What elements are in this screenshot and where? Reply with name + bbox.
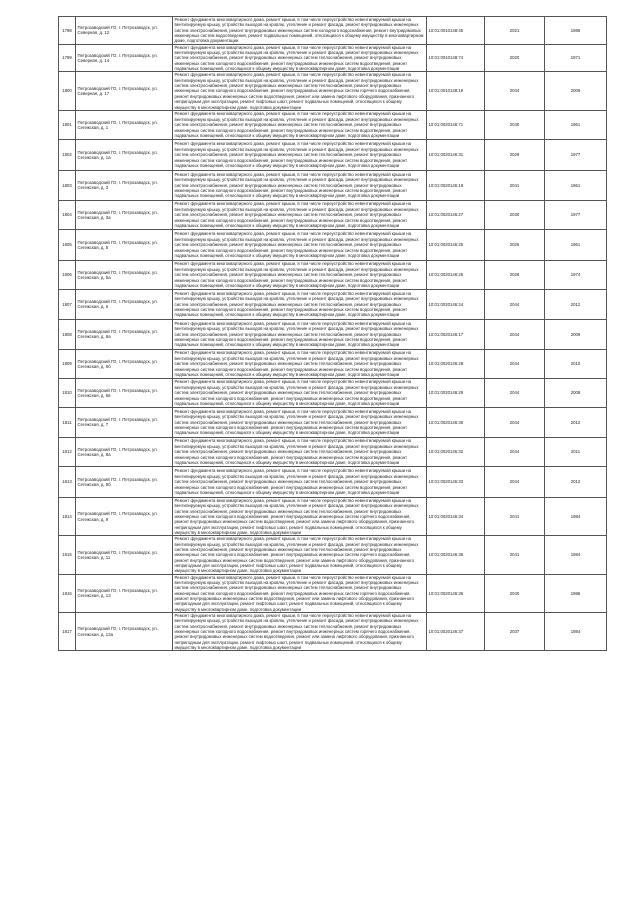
address-cell: Петрозаводский ГО, г. Петрозаводск, ул. Сегежская, д. 9 (76, 497, 173, 535)
row-number: 1808 (59, 319, 76, 349)
address-cell: Петрозаводский ГО, г. Петрозаводск, ул. Северная, д. 14 (76, 44, 173, 72)
works-list-cell: Ремонт фундамента многоквартирного дома, ремонт крыши, в том числе переустройство невентилируемой крыши на вентилируемую крышу, устройство выходов на кровлю, утепление и ремонт фасада, ремонт внутридомовых инженерных систем электроснабжения, ремонт внутридомовых инженерных систем теплоснабжения, ремонт внутридомовых инженерных систем холодного водоснабжения, ремонт внутридомовых инженерных систем водоотведения, ремонт подвальных помещений, относящихся к общему имуществу в многоквартирном доме, подготовка документации (173, 200, 427, 229)
cadastral-number-cell: 10:01:0010148:19 (427, 72, 485, 110)
row-number: 1809 (59, 349, 76, 378)
planned-year-cell: 2044 (485, 437, 545, 466)
address-cell: Петрозаводский ГО, г. Петрозаводск, ул. Сегежская, д. 3а (76, 200, 173, 229)
table-row (59, 260, 607, 289)
address-cell: Петрозаводский ГО, г. Петрозаводск, ул. Северная, д. 17 (76, 72, 173, 110)
address-cell: Петрозаводский ГО, г. Петрозаводск, ул. Сегежская, д. 3 (76, 170, 173, 200)
cadastral-number-cell: 10:01:0020146:36 (427, 574, 485, 612)
build-year-cell: 2006 (545, 72, 607, 110)
build-year-cell: 1961 (545, 110, 607, 139)
build-year-cell: 1961 (545, 170, 607, 200)
table-row (59, 319, 607, 349)
address-cell: Петрозаводский ГО, г. Петрозаводск, ул. Сегежская, д. 13а (76, 613, 173, 651)
cadastral-number-cell: 10:01:0020146:32 (427, 437, 485, 466)
planned-year-cell: 2021 (485, 17, 545, 45)
row-number: 1803 (59, 170, 76, 200)
build-year-cell: 2008 (545, 378, 607, 407)
planned-year-cell: 2041 (485, 170, 545, 200)
repair-program-table (58, 16, 607, 651)
table-row (59, 72, 607, 110)
cadastral-number-cell: 10:01:0020146:26 (427, 260, 485, 289)
row-number: 1798 (59, 17, 76, 45)
cadastral-number-cell: 10:01:0020146:28 (427, 349, 485, 378)
row-number: 1816 (59, 574, 76, 612)
planned-year-cell: 2044 (485, 349, 545, 378)
row-number: 1801 (59, 110, 76, 139)
cadastral-number-cell: 10:01:0020146:17 (427, 319, 485, 349)
works-list-cell: Ремонт фундамента многоквартирного дома, ремонт крыши, в том числе переустройство невентилируемой крыши на вентилируемую крышу, устройство выходов на кровлю, утепление и ремонт фасада, ремонт внутридомовых инженерных систем электроснабжения, ремонт внутридомовых инженерных систем теплоснабжения, ремонт внутридомовых инженерных систем холодного водоснабжения, ремонт внутридомовых инженерных систем горячего водоснабжения, ремонт внутридомовых инженерных систем водоотведения, ремонт или замена лифтового оборудования, признанного непригодным для эксплуатации, ремонт лифтовых шахт, ремонт подвальных помещений, относящихся к общему имуществу в многоквартирном доме, подготовка документации (173, 497, 427, 535)
works-list-cell: Ремонт фундамента многоквартирного дома, ремонт крыши, в том числе переустройство невентилируемой крыши на вентилируемую крышу, устройство выходов на кровлю, утепление и ремонт фасада, ремонт внутридомовых инженерных систем электроснабжения, ремонт внутридомовых инженерных систем теплоснабжения, ремонт внутридомовых инженерных систем холодного водоснабжения, ремонт внутридомовых инженерных систем водоотведения, ремонт подвальных помещений, относящихся к общему имуществу в многоквартирном доме, подготовка документации (173, 319, 427, 349)
row-number: 1807 (59, 289, 76, 319)
works-list-cell: Ремонт фундамента многоквартирного дома, ремонт крыши, в том числе переустройство невентилируемой крыши на вентилируемую крышу, устройство выходов на кровлю, утепление и ремонт фасада, ремонт внутридомовых инженерных систем электроснабжения, ремонт внутридомовых инженерных систем теплоснабжения, ремонт внутридомовых инженерных систем холодного водоснабжения, ремонт внутридомовых инженерных систем водоотведения, ремонт подвальных помещений, относящихся к общему имуществу в многоквартирном доме, подготовка документации (173, 466, 427, 497)
address-cell: Петрозаводский ГО, г. Петрозаводск, ул. Сегежская, д. 6в (76, 378, 173, 407)
table-row (59, 613, 607, 651)
address-cell: Петрозаводский ГО, г. Петрозаводск, ул. Сегежская, д. 6б (76, 349, 173, 378)
address-cell: Петрозаводский ГО, г. Петрозаводск, ул. Сегежская, д. 5а (76, 260, 173, 289)
table-body (59, 17, 607, 651)
works-list-cell: Ремонт фундамента многоквартирного дома, ремонт крыши, в том числе переустройство невентилируемой крыши на вентилируемую крышу, устройство выходов на кровлю, утепление и ремонт фасада, ремонт внутридомовых инженерных систем электроснабжения, ремонт внутридомовых инженерных систем теплоснабжения, ремонт внутридомовых инженерных систем холодного водоснабжения, ремонт внутридомовых инженерных систем горячего водоснабжения, ремонт внутридомовых инженерных систем водоотведения, ремонт или замена лифтового оборудования, признанного непригодным для эксплуатации, ремонт лифтовых шахт, ремонт подвальных помещений, относящихся к общему имуществу в многоквартирном доме, подготовка документации (173, 72, 427, 110)
row-number: 1804 (59, 200, 76, 229)
cadastral-number-cell: 10:01:0020146:33 (427, 466, 485, 497)
cadastral-number-cell: 10:01:0020146:30 (427, 407, 485, 437)
works-list-cell: Ремонт фундамента многоквартирного дома, ремонт крыши, в том числе переустройство невентилируемой крыши на вентилируемую крышу, устройство выходов на кровлю, утепление и ремонт фасада, ремонт внутридомовых инженерных систем электроснабжения, ремонт внутридомовых инженерных систем теплоснабжения, ремонт внутридомовых инженерных систем холодного водоснабжения, ремонт внутридомовых инженерных систем водоотведения, ремонт подвальных помещений, относящихся к общему имуществу в многоквартирном доме, подготовка документации (173, 110, 427, 139)
table-row (59, 497, 607, 535)
planned-year-cell: 2028 (485, 260, 545, 289)
address-cell: Петрозаводский ГО, г. Петрозаводск, ул. Северная, д. 12 (76, 17, 173, 45)
planned-year-cell: 2044 (485, 378, 545, 407)
table-row (59, 574, 607, 612)
works-list-cell: Ремонт фундамента многоквартирного дома, ремонт крыши, в том числе переустройство невентилируемой крыши на вентилируемую крышу, устройство выходов на кровлю, утепление и ремонт фасада, ремонт внутридомовых инженерных систем электроснабжения, ремонт внутридомовых инженерных систем теплоснабжения, ремонт внутридомовых инженерных систем холодного водоснабжения, ремонт внутридомовых инженерных систем водоотведения, ремонт подвальных помещений, относящихся к общему имуществу в многоквартирном доме, подготовка документации (173, 139, 427, 170)
address-cell: Петрозаводский ГО, г. Петрозаводск, ул. Сегежская, д. 5 (76, 229, 173, 260)
planned-year-cell: 2044 (485, 72, 545, 110)
build-year-cell: 2010 (545, 349, 607, 378)
planned-year-cell: 2037 (485, 613, 545, 651)
cadastral-number-cell: 10:01:0010148:45 (427, 17, 485, 45)
row-number: 1817 (59, 613, 76, 651)
row-number: 1810 (59, 378, 76, 407)
build-year-cell: 1971 (545, 44, 607, 72)
build-year-cell: 1961 (545, 229, 607, 260)
planned-year-cell: 2026 (485, 229, 545, 260)
table-row (59, 229, 607, 260)
build-year-cell: 1977 (545, 200, 607, 229)
row-number: 1811 (59, 407, 76, 437)
cadastral-number-cell: 10:01:0020146:31 (427, 139, 485, 170)
table-row (59, 289, 607, 319)
build-year-cell: 1986 (545, 17, 607, 45)
planned-year-cell: 2044 (485, 289, 545, 319)
planned-year-cell: 2040 (485, 574, 545, 612)
cadastral-number-cell: 10:01:0020146:29 (427, 378, 485, 407)
row-number: 1800 (59, 72, 76, 110)
works-list-cell: Ремонт фундамента многоквартирного дома, ремонт крыши, в том числе переустройство невентилируемой крыши на вентилируемую крышу, устройство выходов на кровлю, утепление и ремонт фасада, ремонт внутридомовых инженерных систем электроснабжения, ремонт внутридомовых инженерных систем теплоснабжения, ремонт внутридомовых инженерных систем холодного водоснабжения, ремонт внутридомовых инженерных систем водоотведения, ремонт подвальных помещений, относящихся к общему имуществу в многоквартирном доме, подготовка документации (173, 229, 427, 260)
cadastral-number-cell: 10:01:0020146:71 (427, 110, 485, 139)
cadastral-number-cell: 10:01:0020146:37 (427, 613, 485, 651)
works-list-cell: Ремонт фундамента многоквартирного дома, ремонт крыши, в том числе переустройство невентилируемой крыши на вентилируемую крышу, устройство выходов на кровлю, утепление и ремонт фасада, ремонт внутридомовых инженерных систем электроснабжения, ремонт внутридомовых инженерных систем теплоснабжения, ремонт внутридомовых инженерных систем холодного водоснабжения, ремонт внутридомовых инженерных систем водоотведения, ремонт подвальных помещений, относящихся к общему имуществу в многоквартирном доме, подготовка документации (173, 407, 427, 437)
planned-year-cell: 2020 (485, 44, 545, 72)
build-year-cell: 2011 (545, 437, 607, 466)
build-year-cell: 1984 (545, 536, 607, 574)
works-list-cell: Ремонт фундамента многоквартирного дома, ремонт крыши, в том числе переустройство невентилируемой крыши на вентилируемую крышу, устройство выходов на кровлю, утепление и ремонт фасада, ремонт внутридомовых инженерных систем электроснабжения, ремонт внутридомовых инженерных систем теплоснабжения, ремонт внутридомовых инженерных систем холодного водоснабжения, ремонт внутридомовых инженерных систем водоотведения, ремонт подвальных помещений, относящихся к общему имуществу в многоквартирном доме, подготовка документации (173, 170, 427, 200)
table-row (59, 139, 607, 170)
build-year-cell: 1984 (545, 613, 607, 651)
build-year-cell: 1984 (545, 497, 607, 535)
table-row (59, 378, 607, 407)
cadastral-number-cell: 10:01:0020146:35 (427, 536, 485, 574)
row-number: 1814 (59, 497, 76, 535)
works-list-cell: Ремонт фундамента многоквартирного дома, ремонт крыши, в том числе переустройство невентилируемой крыши на вентилируемую крышу, устройство выходов на кровлю, утепление и ремонт фасада, ремонт внутридомовых инженерных систем электроснабжения, ремонт внутридомовых инженерных систем теплоснабжения, ремонт внутридомовых инженерных систем холодного водоснабжения, ремонт внутридомовых инженерных систем горячего водоснабжения, ремонт внутридомовых инженерных систем водоотведения, ремонт или замена лифтового оборудования, признанного непригодным для эксплуатации, ремонт лифтовых шахт, ремонт подвальных помещений, относящихся к общему имуществу в многоквартирном доме, подготовка документации (173, 574, 427, 612)
table-row (59, 44, 607, 72)
address-cell: Петрозаводский ГО, г. Петрозаводск, ул. Сегежская, д. 7 (76, 407, 173, 437)
cadastral-number-cell: 10:01:0010148:74 (427, 44, 485, 72)
row-number: 1812 (59, 437, 76, 466)
address-cell: Петрозаводский ГО, г. Петрозаводск, ул. Сегежская, д. 1а (76, 139, 173, 170)
cadastral-number-cell: 10:01:0020146:34 (427, 497, 485, 535)
table-row (59, 349, 607, 378)
table-row (59, 17, 607, 45)
works-list-cell: Ремонт фундамента многоквартирного дома, ремонт крыши, в том числе переустройство невентилируемой крыши на вентилируемую крышу, устройство выходов на кровлю, утепление и ремонт фасада, ремонт внутридомовых инженерных систем электроснабжения, ремонт внутридомовых инженерных систем холодного водоснабжения, ремонт внутридомовых инженерных систем водоотведения, ремонт подвальных помещений, относящихся к общему имуществу в многоквартирном доме, подготовка документации (173, 17, 427, 45)
build-year-cell: 2012 (545, 407, 607, 437)
address-cell: Петрозаводский ГО, г. Петрозаводск, ул. Сегежская, д. 6 (76, 289, 173, 319)
table-row (59, 536, 607, 574)
table-row (59, 170, 607, 200)
build-year-cell: 1986 (545, 574, 607, 612)
cadastral-number-cell: 10:01:0020146:25 (427, 229, 485, 260)
works-list-cell: Ремонт фундамента многоквартирного дома, ремонт крыши, в том числе переустройство невентилируемой крыши на вентилируемую крышу, устройство выходов на кровлю, утепление и ремонт фасада, ремонт внутридомовых инженерных систем электроснабжения, ремонт внутридомовых инженерных систем теплоснабжения, ремонт внутридомовых инженерных систем холодного водоснабжения, ремонт внутридомовых инженерных систем водоотведения, ремонт подвальных помещений, относящихся к общему имуществу в многоквартирном доме, подготовка документации (173, 289, 427, 319)
build-year-cell: 1974 (545, 260, 607, 289)
table-row (59, 407, 607, 437)
cadastral-number-cell: 10:01:0020146:24 (427, 289, 485, 319)
planned-year-cell: 2029 (485, 139, 545, 170)
works-list-cell: Ремонт фундамента многоквартирного дома, ремонт крыши, в том числе переустройство невентилируемой крыши на вентилируемую крышу, устройство выходов на кровлю, утепление и ремонт фасада, ремонт внутридомовых инженерных систем электроснабжения, ремонт внутридомовых инженерных систем теплоснабжения, ремонт внутридомовых инженерных систем холодного водоснабжения, ремонт внутридомовых инженерных систем водоотведения, ремонт подвальных помещений, относящихся к общему имуществу в многоквартирном доме, подготовка документации (173, 378, 427, 407)
planned-year-cell: 2030 (485, 200, 545, 229)
row-number: 1815 (59, 536, 76, 574)
works-list-cell: Ремонт фундамента многоквартирного дома, ремонт крыши, в том числе переустройство невентилируемой крыши на вентилируемую крышу, устройство выходов на кровлю, утепление и ремонт фасада, ремонт внутридомовых инженерных систем электроснабжения, ремонт внутридомовых инженерных систем теплоснабжения, ремонт внутридомовых инженерных систем холодного водоснабжения, ремонт внутридомовых инженерных систем водоотведения, ремонт подвальных помещений, относящихся к общему имуществу в многоквартирном доме, подготовка документации (173, 349, 427, 378)
works-list-cell: Ремонт фундамента многоквартирного дома, ремонт крыши, в том числе переустройство невентилируемой крыши на вентилируемую крышу, устройство выходов на кровлю, утепление и ремонт фасада, ремонт внутридомовых инженерных систем электроснабжения, ремонт внутридомовых инженерных систем теплоснабжения, ремонт внутридомовых инженерных систем холодного водоснабжения, ремонт внутридомовых инженерных систем горячего водоснабжения, ремонт внутридомовых инженерных систем водоотведения, ремонт или замена лифтового оборудования, признанного непригодным для эксплуатации, ремонт лифтовых шахт, ремонт подвальных помещений, относящихся к общему имуществу в многоквартирном доме, подготовка документации (173, 536, 427, 574)
row-number: 1799 (59, 44, 76, 72)
build-year-cell: 2009 (545, 319, 607, 349)
build-year-cell: 2012 (545, 466, 607, 497)
works-list-cell: Ремонт фундамента многоквартирного дома, ремонт крыши, в том числе переустройство невентилируемой крыши на вентилируемую крышу, устройство выходов на кровлю, утепление и ремонт фасада, ремонт внутридомовых инженерных систем электроснабжения, ремонт внутридомовых инженерных систем теплоснабжения, ремонт внутридомовых инженерных систем холодного водоснабжения, ремонт внутридомовых инженерных систем водоотведения, ремонт подвальных помещений, относящихся к общему имуществу в многоквартирном доме, подготовка документации (173, 260, 427, 289)
cadastral-number-cell: 10:01:0020146:18 (427, 170, 485, 200)
build-year-cell: 2012 (545, 289, 607, 319)
table-row (59, 437, 607, 466)
address-cell: Петрозаводский ГО, г. Петрозаводск, ул. Сегежская, д. 1 (76, 110, 173, 139)
table-row (59, 110, 607, 139)
row-number: 1806 (59, 260, 76, 289)
table-row (59, 466, 607, 497)
planned-year-cell: 2040 (485, 110, 545, 139)
planned-year-cell: 2044 (485, 466, 545, 497)
build-year-cell: 1977 (545, 139, 607, 170)
address-cell: Петрозаводский ГО, г. Петрозаводск, ул. Сегежская, д. 8б (76, 466, 173, 497)
address-cell: Петрозаводский ГО, г. Петрозаводск, ул. Сегежская, д. 13 (76, 574, 173, 612)
planned-year-cell: 2044 (485, 407, 545, 437)
cadastral-number-cell: 10:01:0020146:27 (427, 200, 485, 229)
row-number: 1813 (59, 466, 76, 497)
planned-year-cell: 2044 (485, 319, 545, 349)
table-row (59, 200, 607, 229)
works-list-cell: Ремонт фундамента многоквартирного дома, ремонт крыши, в том числе переустройство невентилируемой крыши на вентилируемую крышу, устройство выходов на кровлю, утепление и ремонт фасада, ремонт внутридомовых инженерных систем электроснабжения, ремонт внутридомовых инженерных систем теплоснабжения, ремонт внутридомовых инженерных систем холодного водоснабжения, ремонт внутридомовых инженерных систем водоотведения, ремонт подвальных помещений, относящихся к общему имуществу в многоквартирном доме, подготовка документации (173, 44, 427, 72)
address-cell: Петрозаводский ГО, г. Петрозаводск, ул. Сегежская, д. 6а (76, 319, 173, 349)
works-list-cell: Ремонт фундамента многоквартирного дома, ремонт крыши, в том числе переустройство невентилируемой крыши на вентилируемую крышу, устройство выходов на кровлю, утепление и ремонт фасада, ремонт внутридомовых инженерных систем электроснабжения, ремонт внутридомовых инженерных систем теплоснабжения, ремонт внутридомовых инженерных систем холодного водоснабжения, ремонт внутридомовых инженерных систем горячего водоснабжения, ремонт внутридомовых инженерных систем водоотведения, ремонт или замена лифтового оборудования, признанного непригодным для эксплуатации, ремонт лифтовых шахт, ремонт подвальных помещений, относящихся к общему имуществу в многоквартирном доме, подготовка документации (173, 613, 427, 651)
works-list-cell: Ремонт фундамента многоквартирного дома, ремонт крыши, в том числе переустройство невентилируемой крыши на вентилируемую крышу, устройство выходов на кровлю, утепление и ремонт фасада, ремонт внутридомовых инженерных систем электроснабжения, ремонт внутридомовых инженерных систем теплоснабжения, ремонт внутридомовых инженерных систем холодного водоснабжения, ремонт внутридомовых инженерных систем водоотведения, ремонт подвальных помещений, относящихся к общему имуществу в многоквартирном доме, подготовка документации (173, 437, 427, 466)
row-number: 1805 (59, 229, 76, 260)
address-cell: Петрозаводский ГО, г. Петрозаводск, ул. Сегежская, д. 11 (76, 536, 173, 574)
planned-year-cell: 2041 (485, 497, 545, 535)
planned-year-cell: 2041 (485, 536, 545, 574)
address-cell: Петрозаводский ГО, г. Петрозаводск, ул. Сегежская, д. 8а (76, 437, 173, 466)
row-number: 1802 (59, 139, 76, 170)
